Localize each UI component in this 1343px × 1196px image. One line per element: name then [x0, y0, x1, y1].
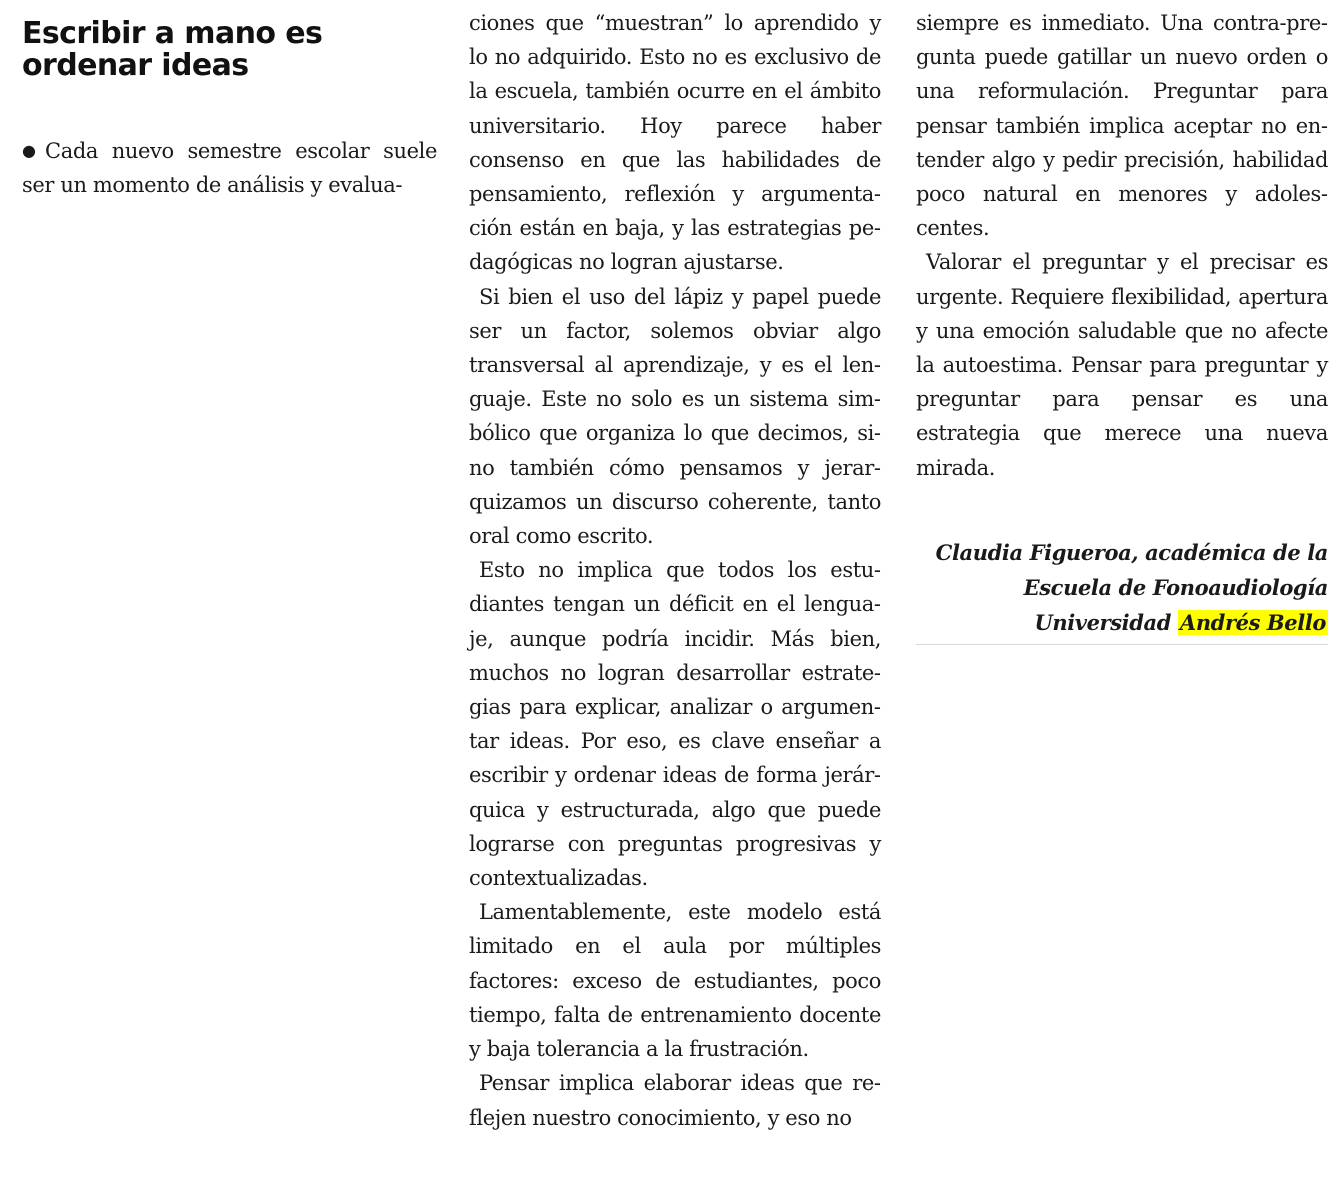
paragraph-1-text: Cada nuevo semestre escolar suele ser un momento de análisis y evalua- [22, 139, 437, 198]
paragraph-1-continued: ciones que “muestran” lo aprendido y lo no adquirido. Esto no es exclusivo de la escuela, también ocurre en el ámbito universitario. Hoy parece haber consenso en que las habilidades de pensamiento, reflexión y argumentación están en baja, y las estrategias pedagógicas no logran ajustarse. [469, 11, 881, 275]
paragraph-5-continued: siempre es inmediato. Una contra-pregunta puede gatillar un nuevo orden o una reformulación. Preguntar para pensar también implica aceptar no entender algo y pedir precisión, habilidad poco natural en menores y adolescentes. [916, 11, 1328, 241]
author-signature [916, 535, 1328, 640]
paragraph-3: Esto no implica que todos los estudiantes tengan un déficit en el lenguaje, aunque podría incidir. Más bien, muchos no logran desarrollar estrategias para explicar, analizar o argumentar ideas. Por eso, es clave enseñar a escribir y ordenar ideas de forma jerárquica y estructurada, algo que puede lograrse con preguntas progresivas y contextualizadas. [469, 558, 881, 891]
column-3 [916, 6, 1328, 645]
paragraph-6: Valorar el preguntar y el precisar es urgente. Requiere flexibilidad, apertura y una emoción saludable que no afecte la autoestima. Pensar para preguntar y preguntar para pensar es una estrategia que merece una nueva mirada. [916, 250, 1328, 480]
paragraph-1-start [22, 134, 437, 202]
article-headline: Escribir a mano es ordenar ideas [22, 16, 323, 83]
column-1 [22, 18, 437, 202]
signature-highlight: Andrés Bello [1179, 609, 1326, 635]
divider [916, 644, 1328, 645]
column-2 [469, 6, 881, 1135]
paragraph-2: Si bien el uso del lápiz y papel puede ser un factor, solemos obviar algo transversal al aprendizaje, y es el lenguaje. Este no solo es un sistema simbólico que organiza lo que decimos, sino también cómo pensamos y jerarquizamos un discurso coherente, tanto oral como escrito. [469, 284, 881, 549]
paragraph-4: Lamentablemente, este modelo está limitado en el aula por múltiples factores: exceso de estudiantes, poco tiempo, falta de entrenamiento docente y baja tolerancia a la frustración. [469, 900, 881, 1062]
bullet-icon: ● [22, 141, 44, 160]
signature-text: Claudia Figueroa, académica de la Escuela de Fonoaudiología Universidad [935, 539, 1328, 635]
paragraph-5-start: Pensar implica elaborar ideas que reflejen nuestro conocimiento, y eso no [469, 1071, 881, 1130]
